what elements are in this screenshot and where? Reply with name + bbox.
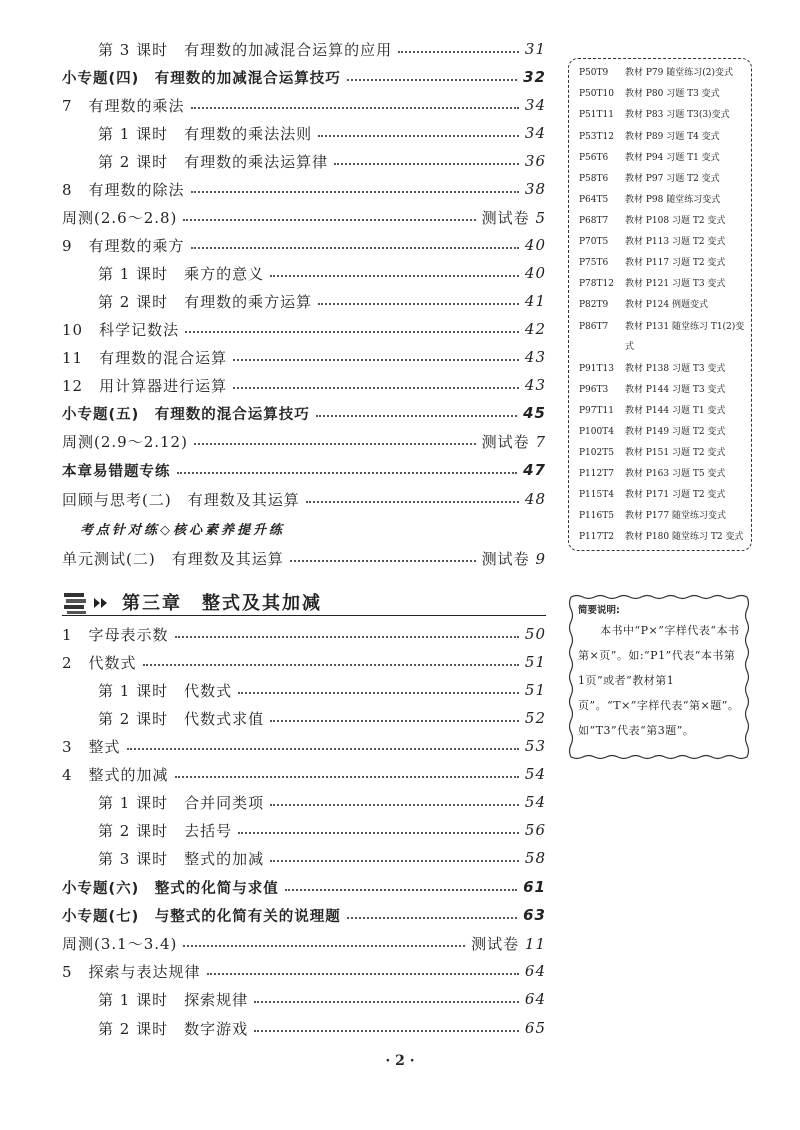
toc-entry-title: 3 整式 (62, 737, 121, 756)
toc-entry-title: 第 1 课时 代数式 (98, 681, 233, 700)
toc-entry-page: 36 (524, 152, 546, 170)
toc-entry[interactable] (98, 679, 546, 701)
toc-entry-title: 回顾与思考(二) 有理数及其运算 (62, 490, 300, 509)
leader-dots (143, 664, 519, 666)
leader-dots (185, 331, 519, 333)
reference-source: 教材 P171 习题 T2 变式 (625, 490, 726, 500)
leader-dots (177, 472, 518, 474)
leader-dots (191, 247, 519, 249)
toc-entry-title: 小专题(六) 整式的化简与求值 (62, 880, 279, 897)
toc-entry-title: 第 2 课时 去括号 (98, 821, 233, 840)
toc-entry-title: 11 有理数的混合运算 (62, 348, 228, 367)
reference-code: P50T9 (579, 68, 609, 78)
reference-source: 教材 P131 随堂练习 T1(2)变式 (625, 322, 745, 352)
test-paper-number: 7 (535, 432, 546, 451)
leader-dots (290, 560, 476, 562)
reference-code: P86T7 (579, 322, 609, 332)
toc-entry-title: 周测(2.9～2.12) (62, 432, 188, 451)
toc-entry[interactable] (98, 122, 546, 144)
reference-code: P75T6 (579, 258, 609, 268)
toc-entry-title: 第 1 课时 有理数的乘法法则 (98, 124, 313, 143)
reference-row (579, 63, 749, 83)
toc-entry-page: 43 (524, 348, 546, 366)
reference-source: 教材 P98 随堂练习变式 (625, 195, 721, 205)
toc-entry-title: 第 2 课时 数字游戏 (98, 1019, 249, 1038)
reference-source: 教材 P97 习题 T2 变式 (625, 174, 720, 184)
toc-entry[interactable] (98, 791, 546, 813)
toc-entry[interactable] (98, 1017, 546, 1039)
toc-entry-page: 32 (523, 68, 546, 86)
toc-entry[interactable] (62, 374, 546, 396)
toc-entry-page (482, 548, 546, 569)
reference-source: 教材 P124 例题变式 (625, 300, 708, 310)
leader-dots (270, 275, 519, 277)
textbook-reference-box (568, 58, 752, 551)
toc-entry-title: 第 2 课时 有理数的乘法运算律 (98, 152, 329, 171)
reference-row (579, 506, 749, 526)
leader-dots (270, 720, 519, 722)
toc-entry-title: 9 有理数的乘方 (62, 236, 185, 255)
leader-dots (316, 415, 517, 417)
reference-source: 教材 P163 习题 T5 变式 (625, 469, 726, 479)
toc-entry[interactable] (62, 430, 546, 452)
test-paper-label: 测试卷 (471, 934, 520, 953)
leader-dots (318, 135, 519, 137)
toc-entry[interactable] (62, 763, 546, 785)
note-body: 本书中“P×”字样代表“本书第×页”。如:“P1”代表“本书第1页”或者“教材第1页”。“T×”字样代表“第×题”。如“T3”代表“第3题”。 (578, 624, 740, 737)
toc-entry-page: 40 (524, 236, 546, 254)
leader-dots (270, 860, 519, 862)
reference-source: 教材 P80 习题 T3 变式 (625, 89, 720, 99)
leader-dots (238, 832, 519, 834)
books-icon (64, 592, 88, 614)
reference-source: 教材 P89 习题 T4 变式 (625, 132, 720, 142)
reference-code: P51T11 (579, 110, 614, 120)
reference-row (579, 295, 749, 315)
note-heading: 简要说明: (578, 605, 620, 616)
reference-source: 教材 P79 随堂练习(2)变式 (625, 68, 733, 78)
toc-entry-page: 64 (524, 990, 546, 1008)
leader-dots (347, 79, 517, 81)
leader-dots (347, 917, 517, 919)
reference-row (579, 359, 749, 379)
reference-source: 教材 P144 习题 T3 变式 (625, 385, 726, 395)
leader-dots (318, 303, 519, 305)
leader-dots (175, 636, 519, 638)
toc-entry-page: 65 (524, 1019, 546, 1037)
toc-entry-title: 12 用计算器进行运算 (62, 376, 228, 395)
toc-entry-page: 34 (524, 124, 546, 142)
toc-entry-page: 50 (524, 625, 546, 643)
toc-entry-page (482, 207, 546, 228)
reference-code: P68T7 (579, 216, 609, 226)
toc-entry-title: 本章易错题专练 (62, 463, 171, 480)
toc-entry[interactable] (98, 290, 546, 312)
toc-entry[interactable] (62, 932, 546, 954)
toc-entry[interactable] (62, 66, 546, 88)
toc-entry[interactable] (98, 988, 546, 1010)
reference-row (579, 190, 749, 210)
toc-entry[interactable] (98, 38, 546, 60)
reference-row (579, 232, 749, 252)
reference-source: 教材 P149 习题 T2 变式 (625, 427, 726, 437)
reference-row (579, 443, 749, 463)
toc-entry[interactable] (62, 904, 546, 926)
leader-dots (183, 945, 465, 947)
leader-dots (191, 107, 519, 109)
test-paper-label: 测试卷 (481, 549, 530, 568)
toc-entry[interactable] (98, 262, 546, 284)
toc-entry[interactable] (62, 178, 546, 200)
toc-entry-page: 54 (524, 765, 546, 783)
test-paper-number: 9 (535, 549, 546, 568)
toc-entry-page: 45 (523, 404, 546, 422)
toc-entry-title: 2 代数式 (62, 653, 137, 672)
toc-entry-title: 8 有理数的除法 (62, 180, 185, 199)
reference-source: 教材 P177 随堂练习变式 (625, 511, 726, 521)
leader-dots (233, 387, 519, 389)
toc-entry-page: 58 (524, 849, 546, 867)
reference-source: 教材 P108 习题 T2 变式 (625, 216, 726, 226)
toc-entry-title: 第 2 课时 代数式求值 (98, 709, 265, 728)
test-paper-label: 测试卷 (481, 432, 530, 451)
reference-row (579, 148, 749, 168)
toc-entry-page: 53 (524, 737, 546, 755)
toc-entry[interactable] (62, 206, 546, 228)
toc-entry-title: 第 3 课时 整式的加减 (98, 849, 265, 868)
leader-dots (207, 973, 519, 975)
leader-dots (270, 804, 519, 806)
reference-row (579, 84, 749, 104)
reference-row (579, 274, 749, 294)
toc-entry[interactable] (62, 876, 546, 898)
reference-code: P64T5 (579, 195, 609, 205)
reference-source: 教材 P151 习题 T2 变式 (625, 448, 726, 458)
section-slogan: 考点针对练◇核心素养提升练 (80, 523, 285, 538)
reference-source: 教材 P138 习题 T3 变式 (625, 364, 726, 374)
toc-entry[interactable] (62, 651, 546, 673)
toc-entry-title: 第 1 课时 乘方的意义 (98, 264, 265, 283)
leader-dots (285, 889, 517, 891)
toc-entry[interactable] (62, 488, 546, 510)
toc-entry-page: 64 (524, 962, 546, 980)
reference-row (579, 127, 749, 147)
reference-code: P78T12 (579, 279, 614, 289)
reference-row (579, 105, 749, 125)
toc-entry[interactable] (98, 707, 546, 729)
toc-entry-page (482, 431, 546, 452)
reference-source: 教材 P94 习题 T1 变式 (625, 153, 720, 163)
toc-entry-page: 40 (524, 264, 546, 282)
toc-entry-page: 63 (523, 906, 546, 924)
reference-code: P50T10 (579, 89, 614, 99)
chapter-heading[interactable] (62, 588, 546, 616)
leader-dots (175, 776, 519, 778)
reference-code: P112T7 (579, 469, 614, 479)
toc-entry-page: 52 (524, 709, 546, 727)
reference-source: 教材 P117 习题 T2 变式 (625, 258, 726, 268)
reference-code: P115T4 (579, 490, 614, 500)
reference-row (579, 169, 749, 189)
reference-row (579, 380, 749, 400)
reference-row (579, 527, 749, 547)
brief-note-box (566, 592, 752, 762)
toc-entry-title: 第 3 课时 有理数的加减混合运算的应用 (98, 40, 393, 59)
toc-entry[interactable] (62, 346, 546, 368)
reference-row (579, 317, 749, 357)
toc-entry-title: 第 1 课时 合并同类项 (98, 793, 265, 812)
reference-source: 教材 P113 习题 T2 变式 (625, 237, 726, 247)
leader-dots (306, 501, 519, 503)
toc-entry-page: 48 (524, 490, 546, 508)
toc-entry-title: 1 字母表示数 (62, 625, 169, 644)
reference-row (579, 485, 749, 505)
toc-entry-title: 第 2 课时 有理数的乘方运算 (98, 292, 313, 311)
arrow-icon (94, 598, 108, 608)
toc-entry-title: 4 整式的加减 (62, 765, 169, 784)
reference-code: P100T4 (579, 427, 614, 437)
leader-dots (398, 51, 519, 53)
toc-entry-title: 小专题(七) 与整式的化简有关的说理题 (62, 908, 341, 925)
leader-dots (194, 443, 476, 445)
reference-code: P53T12 (579, 132, 614, 142)
toc-entry[interactable] (62, 318, 546, 340)
toc-entry[interactable] (62, 735, 546, 757)
toc-entry-page: 38 (524, 180, 546, 198)
toc-entry-page: 51 (524, 681, 546, 699)
toc-entry-page: 54 (524, 793, 546, 811)
toc-entry-title: 周测(3.1～3.4) (62, 934, 178, 953)
toc-entry-title: 10 科学记数法 (62, 320, 180, 339)
toc-entry-title: 第 1 课时 探索规律 (98, 990, 249, 1009)
toc-entry-page: 41 (524, 292, 546, 310)
page-number: · 2 · (385, 1053, 415, 1069)
toc-entry-page (471, 933, 546, 954)
reference-row (579, 464, 749, 484)
reference-code: P97T11 (579, 406, 614, 416)
leader-dots (191, 191, 519, 193)
reference-source: 教材 P83 习题 T3(3)变式 (625, 110, 730, 120)
test-paper-number: 5 (535, 208, 546, 227)
toc-entry-page: 47 (523, 461, 546, 479)
toc-entry-title: 周测(2.6～2.8) (62, 208, 178, 227)
leader-dots (183, 219, 475, 221)
reference-code: P91T13 (579, 364, 614, 374)
toc-entry-page: 56 (524, 821, 546, 839)
toc-entry-page: 61 (523, 878, 546, 896)
toc-entry-page: 42 (524, 320, 546, 338)
toc-entry-title: 小专题(五) 有理数的混合运算技巧 (62, 406, 310, 423)
leader-dots (334, 163, 519, 165)
leader-dots (233, 359, 519, 361)
chapter-underline (62, 615, 546, 616)
leader-dots (238, 692, 519, 694)
toc-entry[interactable] (62, 234, 546, 256)
reference-code: P117T2 (579, 532, 614, 542)
toc-entry-title: 小专题(四) 有理数的加减混合运算技巧 (62, 70, 341, 87)
toc-entry[interactable] (62, 94, 546, 116)
reference-code: P102T5 (579, 448, 614, 458)
reference-row (579, 401, 749, 421)
reference-row (579, 211, 749, 231)
reference-row (579, 253, 749, 273)
reference-code: P96T3 (579, 385, 609, 395)
toc-entry[interactable] (62, 459, 546, 481)
test-paper-number: 11 (524, 934, 546, 953)
chapter-title: 第三章 整式及其加减 (122, 593, 322, 614)
toc-entry[interactable] (98, 819, 546, 841)
toc-entry-title: 7 有理数的乘法 (62, 96, 185, 115)
reference-source: 教材 P144 习题 T1 变式 (625, 406, 726, 416)
toc-entry[interactable] (62, 960, 546, 982)
toc-entry-page: 34 (524, 96, 546, 114)
leader-dots (254, 1030, 519, 1032)
reference-code: P70T5 (579, 237, 609, 247)
toc-entry[interactable] (62, 402, 546, 424)
leader-dots (127, 748, 519, 750)
reference-code: P56T6 (579, 153, 609, 163)
toc-entry-title: 5 探索与表达规律 (62, 962, 201, 981)
reference-source: 教材 P121 习题 T3 变式 (625, 279, 726, 289)
test-paper-label: 测试卷 (481, 208, 530, 227)
toc-entry[interactable] (62, 623, 546, 645)
reference-row (579, 422, 749, 442)
leader-dots (254, 1001, 519, 1003)
toc-entry-page: 31 (524, 40, 546, 58)
toc-entry[interactable] (98, 150, 546, 172)
reference-source: 教材 P180 随堂练习 T2 变式 (625, 532, 744, 542)
reference-code: P116T5 (579, 511, 614, 521)
toc-entry[interactable] (62, 547, 546, 569)
toc-entry-title: 单元测试(二) 有理数及其运算 (62, 549, 284, 568)
toc-entry[interactable] (98, 847, 546, 869)
reference-code: P58T6 (579, 174, 609, 184)
toc-entry-page: 43 (524, 376, 546, 394)
reference-code: P82T9 (579, 300, 609, 310)
toc-entry-page: 51 (524, 653, 546, 671)
